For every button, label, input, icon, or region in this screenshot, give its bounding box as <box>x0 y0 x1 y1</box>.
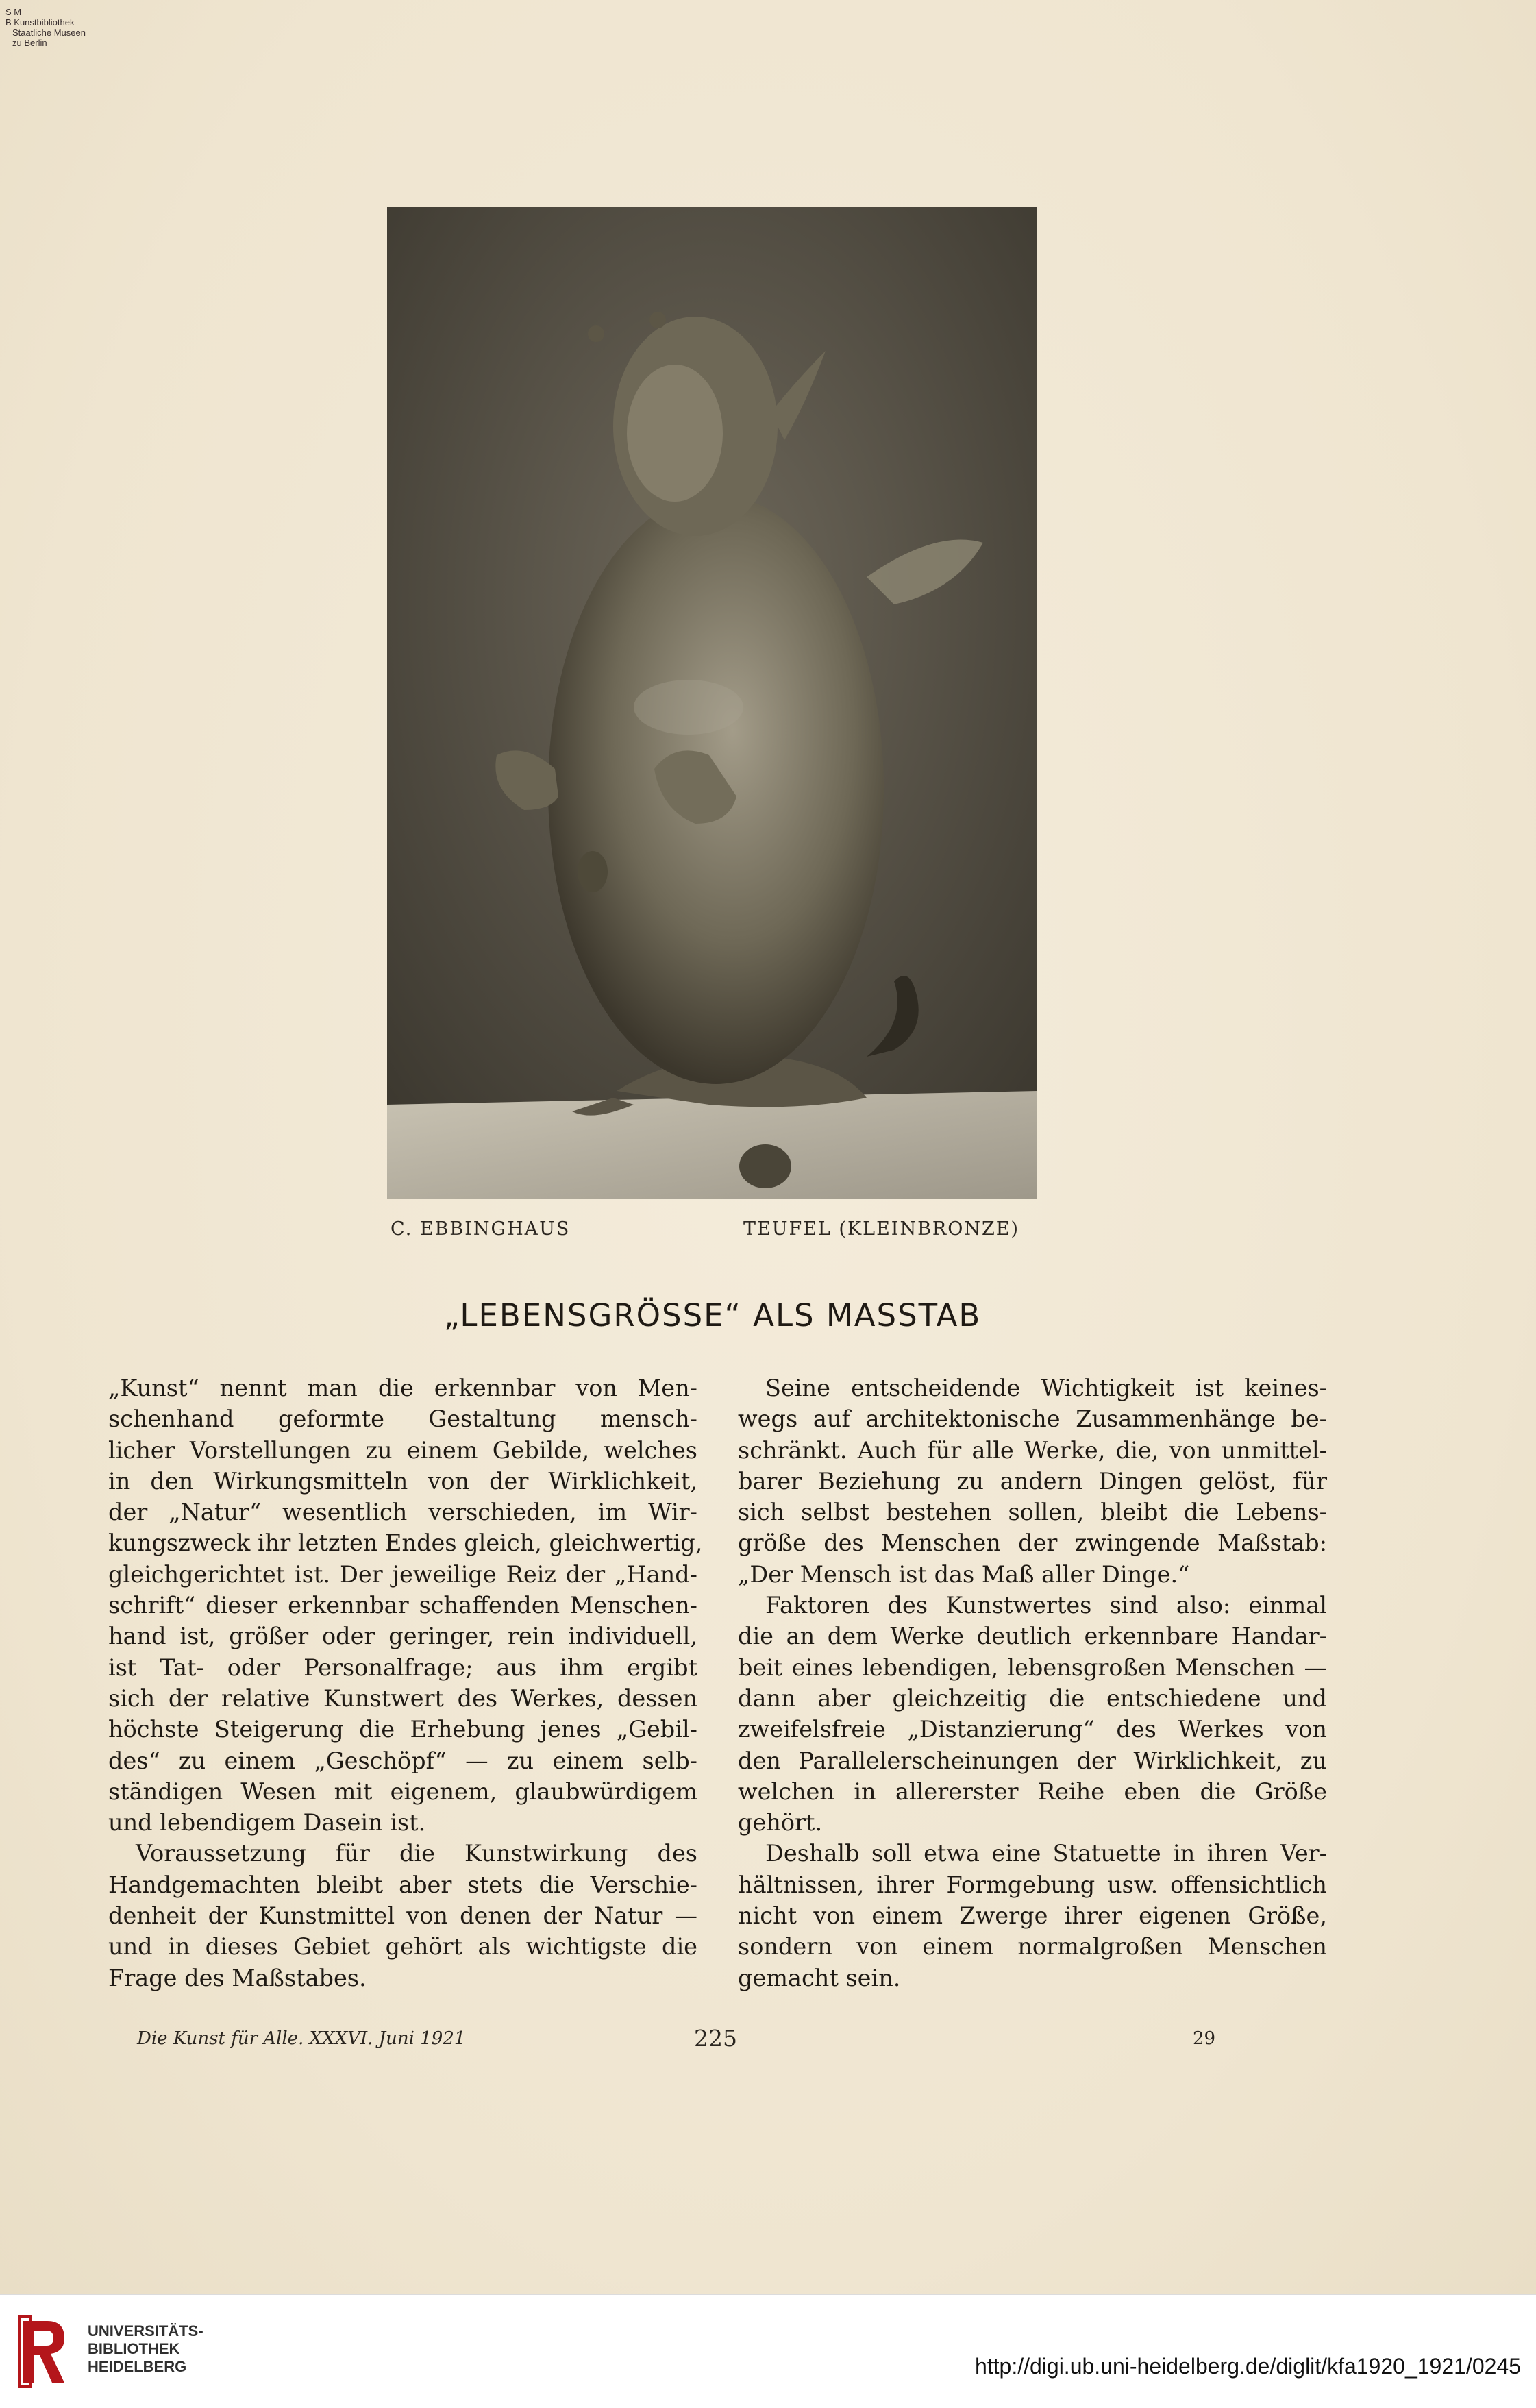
library-footer-bar <box>0 2294 1536 2408</box>
text-line: beit eines lebendigen, lebensgroßen Menschen — <box>738 1654 1327 1681</box>
text-line: sondern von einem normalgroßen Menschen <box>738 1933 1327 1961</box>
text-line: ständigen Wesen mit eigenem, glaubwürdigem <box>108 1778 697 1805</box>
text-line: welchen in allererster Reihe eben die Größe <box>738 1778 1327 1805</box>
text-line: hältnissen, ihrer Formgebung usw. offensichtlich <box>738 1871 1327 1898</box>
text-line: Voraussetzung für die Kunstwirkung des <box>136 1840 697 1867</box>
library-name-line: HEIDELBERG <box>88 2358 187 2375</box>
text-line: wegs auf architektonische Zusammenhänge be- <box>738 1405 1327 1433</box>
sculpture-photograph <box>387 207 1037 1199</box>
text-line: Handgemachten bleibt aber stets die Verschie- <box>108 1871 697 1898</box>
text-line: schrift“ dieser erkennbar schaffenden Menschen- <box>108 1592 697 1619</box>
university-library-logo-icon <box>16 2314 71 2389</box>
text-line: größe des Menschen der zwingende Maßstab: <box>738 1529 1327 1557</box>
article-heading: „LEBENSGRÖSSE“ ALS MASSTAB <box>443 1297 982 1334</box>
text-line: ist Tat- oder Personalfrage; aus ihm ergibt <box>108 1654 697 1681</box>
text-line: Deshalb soll etwa eine Statuette in ihren Ver- <box>765 1840 1327 1867</box>
text-line: hand ist, größer oder geringer, rein individuell, <box>108 1623 697 1650</box>
left-text-column <box>108 1373 703 1993</box>
text-line: des“ zu einem „Geschöpf“ — zu einem selb- <box>108 1747 697 1774</box>
text-line: und in dieses Gebiet gehört als wichtigste die <box>108 1933 697 1961</box>
text-line: Faktoren des Kunstwertes sind also: einmal <box>765 1592 1327 1619</box>
text-line: die an dem Werke deutlich erkennbare Handar- <box>738 1623 1327 1650</box>
stamp-line: Staatliche Museen <box>12 27 86 38</box>
sheet-signature: 29 <box>1193 2028 1216 2049</box>
journal-footer: Die Kunst für Alle. XXXVI. Juni 1921 <box>137 2028 466 2049</box>
devil-statuette-image <box>387 207 1037 1199</box>
library-name <box>88 2322 203 2376</box>
text-line: schenhand geformte Gestaltung mensch- <box>108 1405 697 1433</box>
library-name-line: UNIVERSITÄTS- <box>88 2322 203 2339</box>
text-line: dann aber gleichzeitig die entschiedene und <box>738 1684 1327 1712</box>
text-line: in den Wirkungsmitteln von der Wirklichkeit, <box>108 1467 697 1495</box>
text-line: Seine entscheidende Wichtigkeit ist keines- <box>765 1375 1327 1401</box>
stamp-line: zu Berlin <box>12 38 47 48</box>
library-name-line: BIBLIOTHEK <box>88 2340 180 2357</box>
text-line: gleichgerichtet ist. Der jeweilige Reiz der „Hand- <box>108 1560 697 1588</box>
text-line: sich selbst bestehen sollen, bleibt die Lebens- <box>738 1499 1327 1526</box>
figure-artist-caption: C. EBBINGHAUS <box>391 1218 571 1240</box>
figure-title-caption: TEUFEL (KLEINBRONZE) <box>743 1218 1019 1240</box>
text-line: „Kunst“ nennt man die erkennbar von Men- <box>108 1375 697 1401</box>
text-line: Frage des Maßstabes. <box>108 1964 367 1991</box>
text-line: kungszweck ihr letzten Endes gleich, gleichwertig, <box>108 1529 703 1557</box>
text-line: der „Natur“ wesentlich verschieden, im Wir- <box>108 1499 697 1526</box>
text-line: gemacht sein. <box>738 1964 901 1991</box>
text-line: und lebendigem Dasein ist. <box>108 1809 426 1836</box>
stamp-line: B Kunstbibliothek <box>5 17 75 27</box>
text-line: gehört. <box>738 1809 823 1836</box>
text-line: zweifelsfreie „Distanzierung“ des Werkes von <box>738 1716 1327 1743</box>
digital-copy-url[interactable]: http://digi.ub.uni-heidelberg.de/diglit/kfa1920_1921/0245 <box>974 2354 1521 2379</box>
text-line: sich der relative Kunstwert des Werkes, dessen <box>108 1684 697 1712</box>
page-number: 225 <box>694 2025 737 2052</box>
text-line: licher Vorstellungen zu einem Gebilde, welches <box>108 1436 697 1464</box>
text-line: „Der Mensch ist das Maß aller Dinge.“ <box>738 1560 1190 1588</box>
text-line: barer Beziehung zu andern Dingen gelöst, für <box>738 1467 1327 1495</box>
text-line: höchste Steigerung die Erhebung jenes „Gebil- <box>108 1716 697 1743</box>
text-line: nicht von einem Zwerge ihrer eigenen Größe, <box>738 1902 1327 1930</box>
stamp-line: S M <box>5 7 22 17</box>
library-stamp <box>5 7 143 48</box>
text-line: schränkt. Auch für alle Werke, die, von unmittel- <box>738 1436 1327 1464</box>
right-text-column <box>738 1373 1327 1993</box>
text-line: denheit der Kunstmittel von denen der Natur — <box>108 1902 697 1930</box>
text-line: den Parallelerscheinungen der Wirklichkeit, zu <box>738 1747 1327 1774</box>
